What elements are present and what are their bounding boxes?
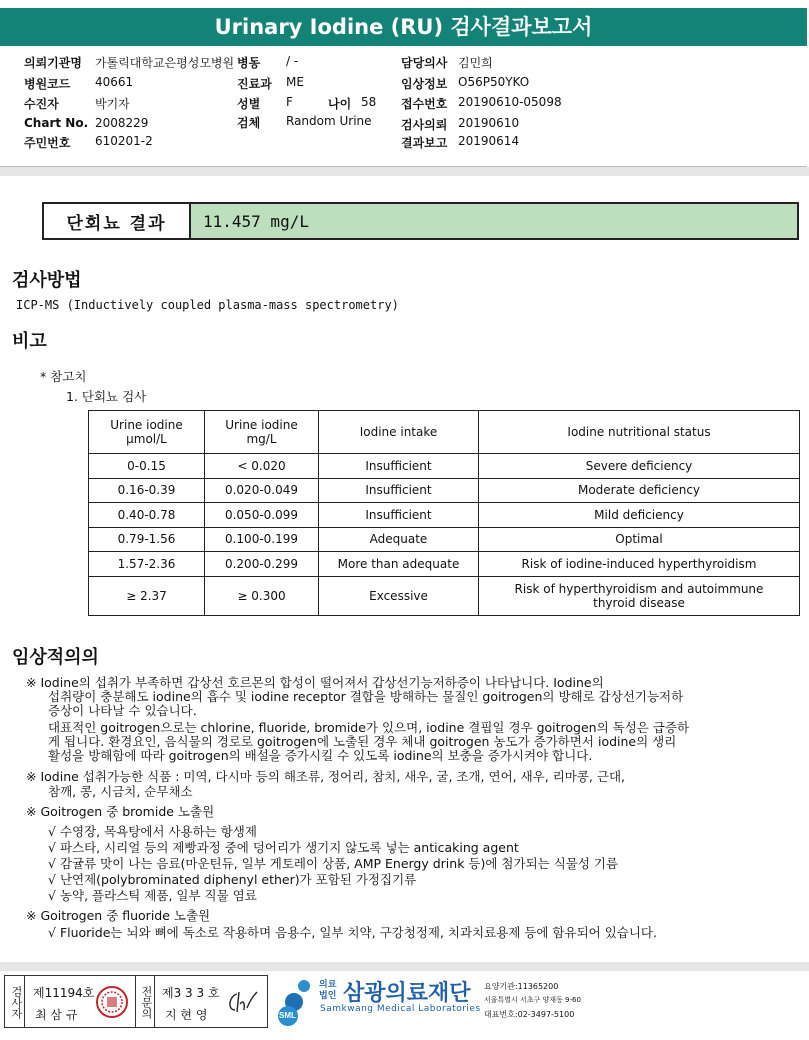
signature-box [4,975,268,1028]
report-date-value: 20190614 [458,134,520,148]
signature-icon [223,988,261,1018]
table-cell: Moderate deficiency [479,478,800,503]
patient-label: 수진자 [24,97,59,111]
clinical-text: ※ Iodine의 섭취가 부족하면 갑상선 호르몬의 합성이 떨어져서 갑상선기능저하증이 나타납니다. Iodine의 [26,675,604,690]
clinical-info-value: O56P50YKO [458,75,530,89]
specimen-label: 검체 [237,116,261,130]
table-cell: 0.100-0.199 [205,527,319,552]
institution-code: 요양기관:11365200 [484,982,559,991]
dept-value: ME [286,75,304,89]
bottom-strip [0,962,809,971]
clinical-text: 참깨, 콩, 시금치, 순무채소 [48,784,193,799]
address: 서울특별시 서초구 양재동 9-60 [484,996,581,1004]
table-cell: Excessive [319,576,479,615]
clinical-text: ※ Iodine 섭취가능한 식품 : 미역, 다시마 등의 해조류, 정어리, 참치, 새우, 굴, 조개, 연어, 새우, 리마콩, 근대, [26,769,625,784]
table-cell: < 0.020 [205,454,319,479]
report-title: Urinary Iodine (RU) 검사결과보고서 [0,8,807,46]
receipt-label: 접수번호 [401,97,448,111]
table-cell: 0.16-0.39 [89,478,205,503]
chart-value: 2008229 [95,116,149,130]
table-cell: Optimal [479,527,800,552]
table-cell: 0.40-0.78 [89,503,205,528]
table-cell: 0.050-0.099 [205,503,319,528]
doctor-value: 김민희 [458,56,493,70]
clinical-text: 섭취량이 충분해도 iodine의 흡수 및 iodine receptor 결합을 방해하는 물질인 goitrogen의 방해로 갑상선기능저하 [48,689,684,704]
sml-logo-icon [274,978,314,1026]
table-cell: Risk of hyperthyroidism and autoimmune thyroid disease [479,576,800,615]
id-value: 610201-2 [95,134,153,148]
table-row [89,478,800,503]
table-cell: Insufficient [319,478,479,503]
age-label: 나이 [328,97,352,111]
result-label: 단회뇨 결과 [44,204,191,238]
table-row [89,576,800,615]
clinical-heading: 임상적의의 [12,647,99,668]
clinical-text: 증상이 나타날 수 있습니다. [48,703,197,718]
table-cell: 0-0.15 [89,454,205,479]
code-label: 병원코드 [24,77,71,91]
table-row [89,527,800,552]
table-header-cell: Urine iodine μmol/L [89,411,205,454]
method-text: ICP-MS (Inductively coupled plasma-mass spectrometry) [16,298,399,312]
examiner-name: 최 삼 규 [35,1008,78,1022]
patient-info-panel [0,48,807,167]
phone: 대표번호:02-3497-5100 [484,1010,575,1019]
clinical-text: 게 됩니다. 환경요인, 음식물의 경로로 goitrogen에 노출된 경우 체내 goitrogen 농도가 증가하면서 iodine의 생리 [48,734,677,749]
ward-label: 병동 [237,56,261,70]
reference-title: * 참고치 [40,369,87,384]
sml-logo-text: SML [279,1011,296,1020]
result-value: 11.457 mg/L [191,204,797,238]
specialist-label: 전문의 [135,976,155,1027]
table-header-cell: Iodine intake [319,411,479,454]
specialist-number: 제3 3 3 호 [162,986,220,1000]
table-row [89,454,800,479]
table-cell: ≥ 2.37 [89,576,205,615]
ward-value: / - [286,54,299,68]
table-row [89,552,800,577]
specialist-name: 지 현 영 [165,1008,208,1022]
result-box [42,202,799,240]
doctor-label: 담당의사 [401,56,448,70]
clinical-text: ※ Goitrogen 중 fluoride 노출원 [26,908,211,923]
examiner-label: 검사자 [5,976,25,1027]
hospital-label: 의뢰기관명 [24,56,82,70]
id-label: 주민번호 [24,136,71,150]
code-value: 40661 [95,75,134,89]
separator-strip [0,167,809,176]
clinical-text: 대표적인 goitrogen으로는 chlorine, fluoride, bromide가 있으며, iodine 결핍일 경우 goitrogen의 독성은 급증하 [48,720,690,735]
org-english-name: Samkwang Medical Laboratories [320,1004,481,1014]
table-cell: 1.57-2.36 [89,552,205,577]
table-cell: Mild deficiency [479,503,800,528]
request-value: 20190610 [458,116,520,130]
list-item: √ 수영장, 목욕탕에서 사용하는 항생제 [48,824,257,839]
receipt-value: 20190610-05098 [458,95,562,109]
table-header-cell: Iodine nutritional status [479,411,800,454]
single-urine-title: 1. 단회뇨 검사 [66,389,147,404]
dept-label: 진료과 [237,77,272,91]
table-cell: ≥ 0.300 [205,576,319,615]
table-cell: 0.79-1.56 [89,527,205,552]
remarks-heading: 비고 [12,331,47,352]
table-cell: Insufficient [319,454,479,479]
patient-value: 박기자 [95,97,130,111]
chart-label: Chart No. [24,116,89,130]
table-cell: Insufficient [319,503,479,528]
clinical-text: ※ Goitrogen 중 bromide 노출원 [26,804,215,819]
table-cell: More than adequate [319,552,479,577]
sex-label: 성별 [237,97,261,111]
method-heading: 검사방법 [12,270,82,291]
list-item: √ Fluoride는 뇌와 뼈에 독소로 작용하며 음용수, 일부 치약, 구강청정제, 치과치료용제 등에 함유되어 있습니다. [48,925,657,940]
table-header-cell: Urine iodine mg/L [205,411,319,454]
hospital-value: 가톨릭대학교은평성모병원 [95,56,235,70]
sex-value: F [286,95,293,109]
table-header-row [89,411,800,454]
table-cell: Severe deficiency [479,454,800,479]
reference-table [88,410,800,616]
table-row [89,503,800,528]
table-cell: Risk of iodine-induced hyperthyroidism [479,552,800,577]
request-label: 검사의뢰 [401,118,448,132]
specimen-value: Random Urine [286,114,372,128]
org-type: 의료법인 [319,980,337,1001]
list-item: √ 파스타, 시리얼 등의 제빵과정 중에 덩어리가 생기지 않도록 넣는 anticaking agent [48,840,519,855]
report-date-label: 결과보고 [401,136,448,150]
clinical-info-label: 임상정보 [401,77,448,91]
table-cell: 0.200-0.299 [205,552,319,577]
clinical-text: 활성을 방해함에 따라 goitrogen의 배설을 증가시킬 수 있도록 iodine의 보충을 증가시켜야 합니다. [48,748,593,763]
list-item: √ 감귤류 맛이 나는 음료(마운틴듀, 일부 게토레이 상품, AMP Energy drink 등)에 첨가되는 식물성 기름 [48,856,619,871]
age-value: 58 [361,95,377,109]
examiner-number: 제11194호 [33,986,95,1000]
table-cell: 0.020-0.049 [205,478,319,503]
table-cell: Adequate [319,527,479,552]
examiner-seal-icon [95,985,129,1019]
org-name: 삼광의료재단 [343,981,471,1006]
list-item: √ 농약, 플라스틱 제품, 일부 직물 염료 [48,888,257,903]
list-item: √ 난연제(polybrominated diphenyl ether)가 포함된 가정집기류 [48,872,417,887]
